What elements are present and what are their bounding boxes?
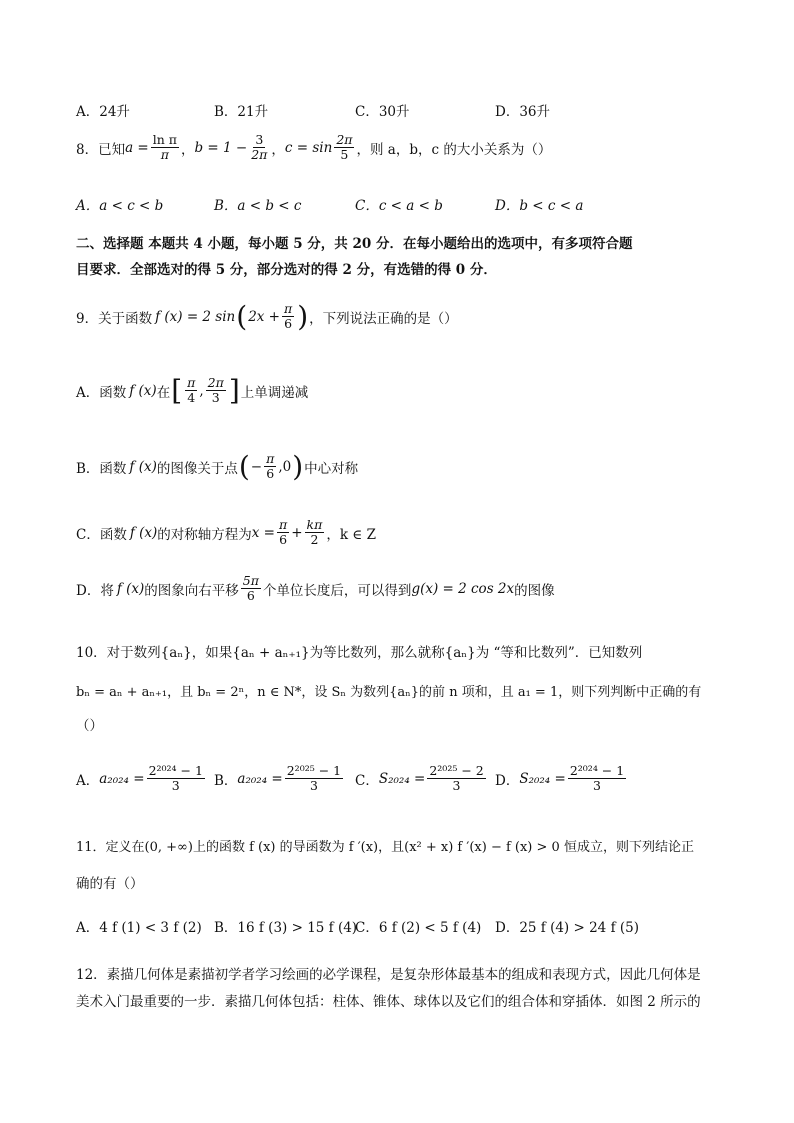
q8-option-b: B．a < b < c (214, 198, 302, 214)
q10-d-label: D． (495, 772, 520, 789)
q9-option-a (76, 373, 309, 407)
q10-d-den: 3 (593, 778, 601, 794)
q8-sep2: ， (271, 141, 285, 158)
q10-b-den: 3 (309, 778, 318, 794)
q9-suffix: ，下列说法正确的是（） (309, 310, 458, 327)
q7-option-c: C．30升 (355, 104, 410, 120)
q10-a-frac (147, 764, 205, 794)
section2-line1: 二、选择题 本题共 4 小题，每小题 5 分，共 20 分．在每小题给出的选项中，有多项符合题 (76, 236, 633, 252)
q8-b-fraction (249, 133, 269, 163)
q8-option-d: D．b < c < a (495, 198, 584, 214)
q9-a-frac2 (206, 376, 226, 406)
section2-line2: 目要求．全部选对的得 5 分，部分选对的得 2 分，有选错的得 0 分． (76, 262, 497, 278)
q9-func: f (x) = 2 sin (155, 308, 236, 325)
q11-option-c: C．6 f (2) < 5 f (4) (355, 920, 482, 936)
q9-a-post: 上单调递减 (240, 384, 309, 401)
q10-line3: （） (76, 718, 103, 734)
q12-line2: 美术入门最重要的一步．素描几何体包括：柱体、锥体、球体以及它们的组合体和穿插体．如图 2 所示的 (76, 994, 701, 1010)
q8-sep1: ， (181, 141, 195, 158)
q9-c-plus: + (291, 524, 303, 541)
q8-c-fraction (334, 133, 354, 163)
q11-line1: 11．定义在(0, +∞)上的函数 f (x) 的导函数为 f ′(x)，且(x² + x) f ′(x) − f (x) > 0 恒成立，则下列结论正 (76, 840, 694, 855)
q9-c-post: ，k ∈ Z (326, 526, 376, 543)
q9-b-pre: B．函数 (76, 460, 127, 477)
q9-c-mid: 的对称轴方程为 (157, 526, 252, 543)
q9-c-pre: C．函数 (76, 526, 127, 543)
q8-a-num: ln π (152, 132, 177, 147)
q10-b-num: 2²⁰²⁵ − 1 (286, 763, 342, 778)
q10-line2: bₙ = aₙ + aₙ₊₁，且 bₙ = 2ⁿ，n ∈ N*，设 Sₙ 为数列{aₙ}的前 n 项和，且 a₁ = 1，则下列判断中正确的有 (76, 685, 702, 700)
q10-option-b (214, 764, 345, 794)
q8-b-num: 3 (255, 132, 264, 147)
q9-a-comma: , (199, 382, 204, 399)
q10-a-lhs: a₂₀₂₄ = (99, 770, 145, 787)
q9-b-tail: ,0 (278, 458, 292, 475)
q9-b-frac (264, 452, 276, 482)
q10-d-frac (568, 764, 626, 794)
q10-b-label: B． (214, 772, 238, 789)
q9-option-b (76, 449, 359, 483)
q8-b-lhs: b = 1 − (194, 139, 248, 156)
q9-d-d: 6 (246, 588, 255, 604)
q10-d-num: 2²⁰²⁴ − 1 (569, 763, 625, 778)
q8-prefix: 8．已知 (76, 141, 126, 158)
q9-c-d1: 6 (279, 532, 288, 548)
q8-b-den: 2π (251, 147, 268, 163)
q9-a-frac1 (185, 376, 197, 406)
q8-a-fraction (151, 133, 179, 163)
q9-b-n: π (266, 451, 275, 466)
q9-d-frac (241, 574, 261, 604)
q9-c-d2: 2 (310, 532, 319, 548)
q9-a-fx: f (x) (129, 382, 157, 399)
q9-a-n2: 2π (207, 375, 224, 390)
q10-c-frac (427, 764, 485, 794)
q9-a-lbracket: [ (171, 373, 183, 407)
q8-option-c: C．c < a < b (355, 198, 443, 214)
q9-c-n1: π (279, 517, 288, 532)
q9-inner: 2x + (248, 308, 280, 325)
q8-c-num: 2π (336, 132, 353, 147)
q10-option-c (355, 764, 488, 794)
q10-c-num: 2²⁰²⁵ − 2 (429, 763, 484, 778)
q11-option-a: A．4 f (1) < 3 f (2) (76, 920, 202, 936)
q10-a-num: 2²⁰²⁴ − 1 (148, 763, 203, 778)
q8-a-den: π (160, 147, 169, 163)
q9-option-d (76, 574, 555, 604)
q10-b-frac (285, 764, 343, 794)
q9-a-d2: 3 (211, 390, 220, 406)
q9-a-d1: 4 (187, 390, 196, 406)
q9-frac-den: 6 (284, 316, 293, 332)
q9-frac-num: π (284, 301, 293, 316)
q7-option-b: B．21升 (214, 104, 269, 120)
q9-d-pre: D．将 (76, 582, 114, 599)
q10-c-den: 3 (452, 778, 461, 794)
q9-b-fx: f (x) (129, 458, 157, 475)
q7-option-a: A．24升 (76, 104, 130, 120)
q9-option-c (76, 518, 376, 548)
q9-b-minus: − (250, 458, 263, 475)
q9-d-fx: f (x) (116, 580, 145, 597)
q9-d-post: 的图像 (514, 582, 555, 599)
q7-option-d: D．36升 (495, 104, 551, 120)
q9-c-frac2 (305, 518, 325, 548)
q10-line1: 10．对于数列{aₙ}，如果{aₙ + aₙ₊₁}为等比数列，那么就称{aₙ}为 “等和比数列”．已知数列 (76, 645, 643, 661)
q9-d-g: g(x) = 2 cos 2x (411, 580, 515, 597)
q12-line1: 12．素描几何体是素描初学者学习绘画的必学课程，是复杂形体最基本的组成和表现方式，因此几何体是 (76, 967, 701, 983)
q10-c-lhs: S₂₀₂₄ = (378, 770, 426, 787)
q9-b-d: 6 (266, 466, 275, 482)
q10-b-lhs: a₂₀₂₄ = (237, 770, 283, 787)
q9-a-rbracket: ] (228, 373, 240, 407)
q9-c-frac1 (277, 518, 289, 548)
q8-option-a: A．a < c < b (76, 198, 164, 214)
q9-a-n1: π (187, 375, 196, 390)
q10-d-lhs: S₂₀₂₄ = (519, 770, 566, 787)
q8-a-lhs: a = (125, 139, 149, 156)
q9-b-mid: 的图像关于点 (156, 460, 238, 477)
q9-a-pre: A．函数 (76, 384, 127, 401)
q8-stem (76, 133, 551, 163)
q11-line2: 确的有（） (76, 876, 144, 892)
q9-b-rparen: ) (292, 449, 304, 483)
q9-lparen: ( (236, 299, 248, 333)
q8-c-den: 5 (340, 147, 349, 163)
q9-d-n: 5π (242, 573, 259, 588)
q10-option-d (495, 764, 628, 794)
q9-fraction (282, 302, 294, 332)
q11-option-b: B．16 f (3) > 15 f (4) (214, 920, 358, 936)
q9-b-lparen: ( (238, 449, 250, 483)
q10-c-label: C． (355, 772, 379, 789)
q9-c-fx: f (x) (129, 524, 158, 541)
q10-a-label: A． (76, 772, 100, 789)
q9-d-mid: 的图象向右平移 (144, 582, 239, 599)
q9-d-mid2: 个单位长度后，可以得到 (262, 582, 412, 599)
q8-c-lhs: c = sin (284, 139, 333, 156)
q9-a-mid: 在 (156, 384, 171, 401)
q10-option-a (76, 764, 207, 794)
q9-b-post: 中心对称 (304, 460, 359, 477)
q9-c-n2: kπ (306, 517, 323, 532)
q8-suffix: ，则 a，b，c 的大小关系为（） (356, 141, 552, 158)
q9-rparen: ) (297, 299, 309, 333)
q9-stem (76, 299, 458, 333)
q10-a-den: 3 (171, 778, 180, 794)
q11-option-d: D．25 f (4) > 24 f (5) (495, 920, 639, 936)
q9-c-eq: x = (251, 524, 275, 541)
q9-prefix: 9．关于函数 (76, 310, 153, 327)
